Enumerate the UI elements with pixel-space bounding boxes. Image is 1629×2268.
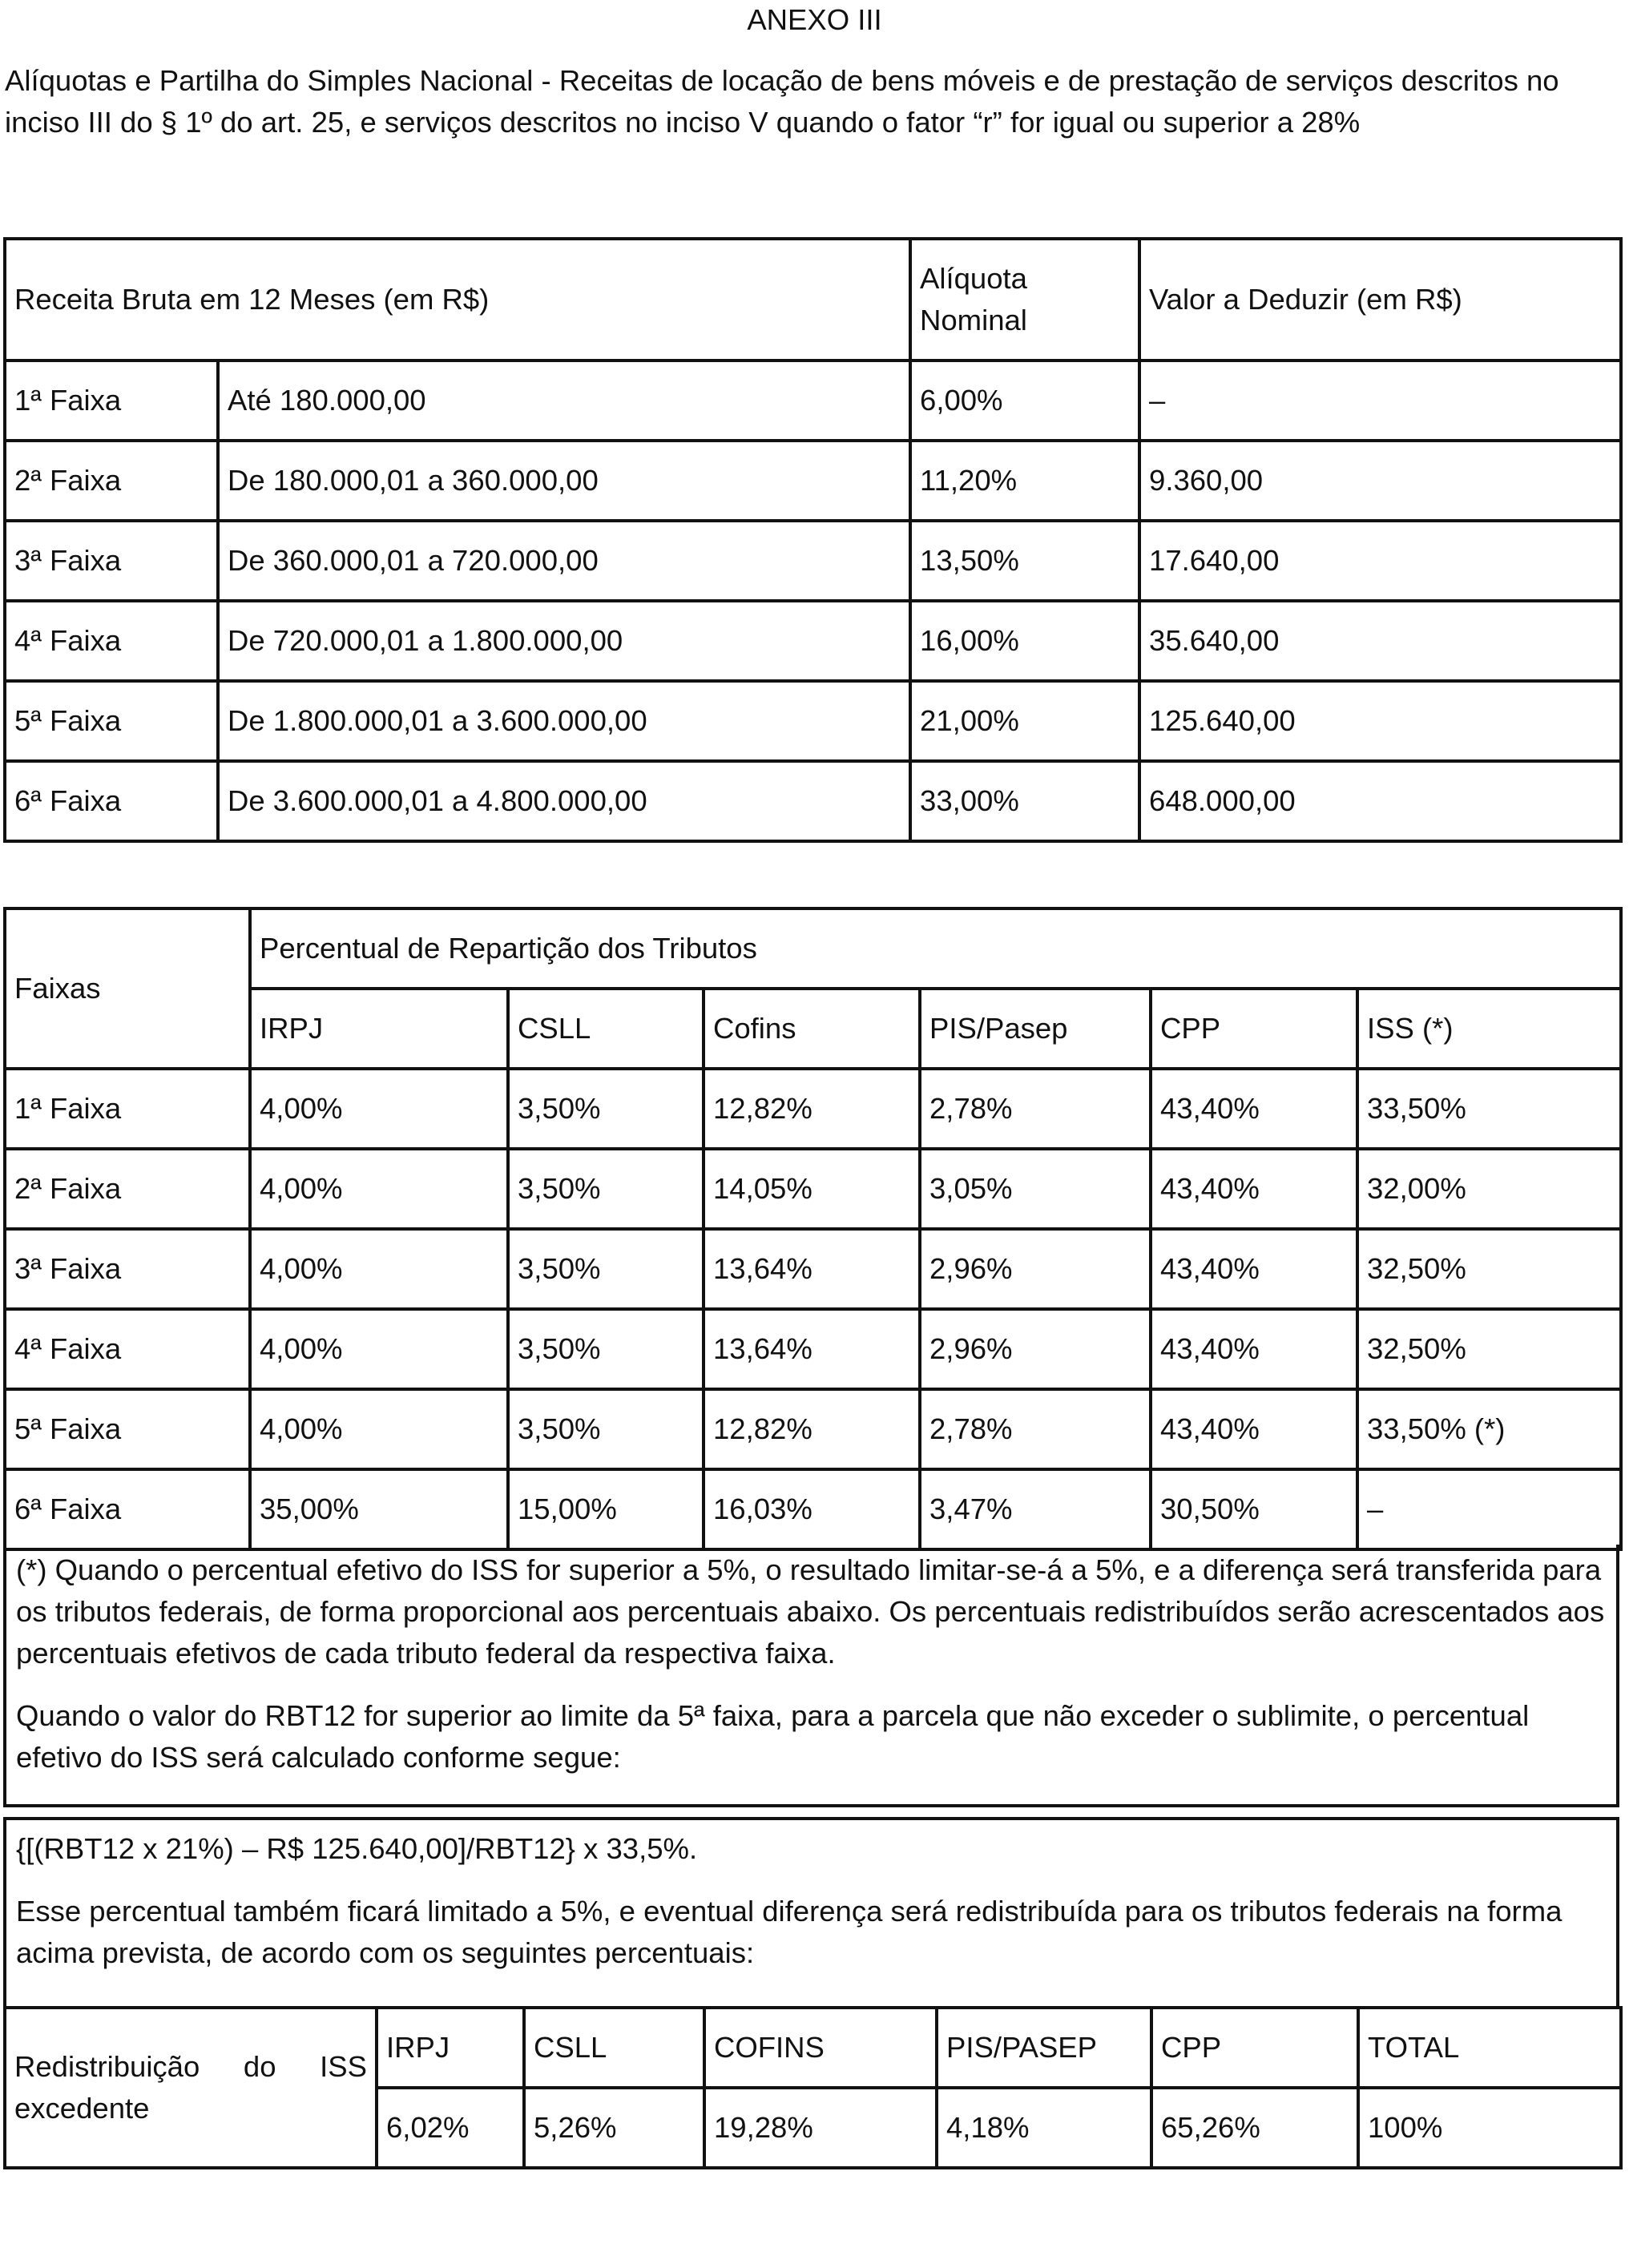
value-cell: 4,00% — [250, 1309, 508, 1389]
value-cell: 12,82% — [704, 1389, 920, 1469]
value-cell: 2,96% — [920, 1229, 1151, 1309]
aliquota-cell: 13,50% — [910, 521, 1139, 601]
column-header: CSLL — [524, 2008, 704, 2088]
column-header: IRPJ — [250, 989, 508, 1069]
value-cell: 3,47% — [920, 1469, 1151, 1549]
distribution-group-label: Percentual de Repartição dos Tributos — [250, 908, 1621, 989]
column-header: Cofins — [704, 989, 920, 1069]
rates-table — [3, 237, 1623, 843]
value-cell: 3,50% — [508, 1309, 704, 1389]
column-header: TOTAL — [1358, 2008, 1621, 2088]
value-cell: 2,78% — [920, 1069, 1151, 1149]
value-cell: 32,00% — [1357, 1149, 1621, 1229]
column-header: COFINS — [704, 2008, 937, 2088]
value-cell: 5,26% — [524, 2088, 704, 2168]
value-cell: 4,00% — [250, 1229, 508, 1309]
value-cell: 43,40% — [1151, 1389, 1357, 1469]
faixa-cell: 3ª Faixa — [5, 1229, 250, 1309]
faixas-label: Faixas — [5, 908, 250, 1069]
deduzir-cell: 35.640,00 — [1139, 601, 1621, 681]
table-row — [5, 1069, 1621, 1149]
rates-table-header — [5, 239, 1621, 361]
value-cell: 19,28% — [704, 2088, 937, 2168]
value-cell: 3,05% — [920, 1149, 1151, 1229]
table-row — [5, 1309, 1621, 1389]
value-cell: 100% — [1358, 2088, 1621, 2168]
value-cell: 15,00% — [508, 1469, 704, 1549]
limit-note: Esse percentual também ficará limitado a 5%, e eventual diferença será redistribuída para os tributos federais na forma acima prevista, de acordo com os seguintes percentuais: — [16, 1895, 1562, 1969]
value-cell: 3,50% — [508, 1149, 704, 1229]
value-cell: 43,40% — [1151, 1149, 1357, 1229]
faixa-cell: 6ª Faixa — [5, 761, 218, 841]
value-cell: 65,26% — [1151, 2088, 1358, 2168]
formula-box — [3, 1817, 1619, 2009]
label-word: ISS — [320, 2050, 367, 2083]
faixa-cell: 6ª Faixa — [5, 1469, 250, 1549]
redistribution-table — [3, 2006, 1623, 2169]
value-cell: 13,64% — [704, 1229, 920, 1309]
redistribution-label-line2: excedente — [14, 2092, 150, 2125]
value-cell: 14,05% — [704, 1149, 920, 1229]
range-cell: De 720.000,01 a 1.800.000,00 — [218, 601, 910, 681]
value-cell: 43,40% — [1151, 1309, 1357, 1389]
range-cell: Até 180.000,00 — [218, 361, 910, 441]
value-cell: 12,82% — [704, 1069, 920, 1149]
header-receita: Receita Bruta em 12 Meses (em R$) — [5, 239, 910, 361]
value-cell: – — [1357, 1469, 1621, 1549]
value-cell: 35,00% — [250, 1469, 508, 1549]
table-row — [5, 1389, 1621, 1469]
annex-description: Alíquotas e Partilha do Simples Nacional - Receitas de locação de bens móveis e de prestação de serviços descritos no inciso III do § 1º do art. 25, e serviços descritos no inciso V quando o fator “r” for igual ou superior a 28% — [5, 64, 1559, 139]
faixa-cell: 4ª Faixa — [5, 601, 218, 681]
column-header: CPP — [1151, 2008, 1358, 2088]
distribution-table — [3, 907, 1623, 1551]
table-row — [5, 521, 1621, 601]
faixa-cell: 1ª Faixa — [5, 1069, 250, 1149]
value-cell: 32,50% — [1357, 1229, 1621, 1309]
table-row — [5, 761, 1621, 841]
header-aliquota-line2: Nominal — [920, 304, 1027, 336]
table-row — [5, 681, 1621, 761]
iss-note: (*) Quando o percentual efetivo do ISS for superior a 5%, o resultado limitar-se-á a 5%, e a diferença será transferida para os tributos federais, de forma proporcional aos percentuais abaixo. Os percentuais redistribuídos serão acrescentados aos percentuais efetivos de cada tributo federal da respectiva faixa. — [16, 1553, 1605, 1670]
column-header: CPP — [1151, 989, 1357, 1069]
table-row — [5, 361, 1621, 441]
value-cell: 4,00% — [250, 1069, 508, 1149]
value-cell: 2,96% — [920, 1309, 1151, 1389]
value-cell: 33,50% (*) — [1357, 1389, 1621, 1469]
deduzir-cell: 9.360,00 — [1139, 441, 1621, 521]
deduzir-cell: 17.640,00 — [1139, 521, 1621, 601]
value-cell: 43,40% — [1151, 1069, 1357, 1149]
rbt12-note: Quando o valor do RBT12 for superior ao limite da 5ª faixa, para a parcela que não exceder o sublimite, o percentual efetivo do ISS será calculado conforme segue: — [16, 1699, 1530, 1774]
annex-title: ANEXO III — [747, 3, 882, 36]
deduzir-cell: 648.000,00 — [1139, 761, 1621, 841]
aliquota-cell: 6,00% — [910, 361, 1139, 441]
table-row — [5, 1149, 1621, 1229]
value-cell: 4,18% — [937, 2088, 1151, 2168]
value-cell: 6,02% — [377, 2088, 524, 2168]
table-row — [5, 1469, 1621, 1549]
column-header: CSLL — [508, 989, 704, 1069]
value-cell: 4,00% — [250, 1149, 508, 1229]
value-cell: 2,78% — [920, 1389, 1151, 1469]
value-cell: 43,40% — [1151, 1229, 1357, 1309]
value-cell: 3,50% — [508, 1229, 704, 1309]
range-cell: De 3.600.000,01 a 4.800.000,00 — [218, 761, 910, 841]
value-cell: 30,50% — [1151, 1469, 1357, 1549]
value-cell: 33,50% — [1357, 1069, 1621, 1149]
value-cell: 32,50% — [1357, 1309, 1621, 1389]
header-aliquota-line1: Alíquota — [920, 262, 1027, 295]
iss-formula: {[(RBT12 x 21%) – R$ 125.640,00]/RBT12} x 33,5%. — [16, 1832, 698, 1865]
faixa-cell: 1ª Faixa — [5, 361, 218, 441]
aliquota-cell: 21,00% — [910, 681, 1139, 761]
aliquota-cell: 16,00% — [910, 601, 1139, 681]
aliquota-cell: 11,20% — [910, 441, 1139, 521]
faixa-cell: 2ª Faixa — [5, 1149, 250, 1229]
redistribution-label-line1 — [14, 2046, 367, 2088]
distribution-header-group — [5, 908, 1621, 989]
table-row — [5, 601, 1621, 681]
value-cell: 4,00% — [250, 1389, 508, 1469]
column-header: PIS/PASEP — [937, 2008, 1151, 2088]
range-cell: De 360.000,01 a 720.000,00 — [218, 521, 910, 601]
value-cell: 16,03% — [704, 1469, 920, 1549]
range-cell: De 1.800.000,01 a 3.600.000,00 — [218, 681, 910, 761]
faixa-cell: 2ª Faixa — [5, 441, 218, 521]
table-row — [5, 1229, 1621, 1309]
value-cell: 13,64% — [704, 1309, 920, 1389]
column-header: ISS (*) — [1357, 989, 1621, 1069]
header-aliquota — [910, 239, 1139, 361]
value-cell: 3,50% — [508, 1069, 704, 1149]
deduzir-cell: – — [1139, 361, 1621, 441]
deduzir-cell: 125.640,00 — [1139, 681, 1621, 761]
notes-box — [3, 1545, 1619, 1807]
redistribution-label — [5, 2008, 377, 2168]
label-word: do — [243, 2050, 276, 2083]
label-word: Redistribuição — [14, 2050, 200, 2083]
aliquota-cell: 33,00% — [910, 761, 1139, 841]
faixa-cell: 4ª Faixa — [5, 1309, 250, 1389]
redistribution-header — [5, 2008, 1621, 2088]
table-row — [5, 441, 1621, 521]
range-cell: De 180.000,01 a 360.000,00 — [218, 441, 910, 521]
faixa-cell: 5ª Faixa — [5, 681, 218, 761]
header-deduzir: Valor a Deduzir (em R$) — [1139, 239, 1621, 361]
faixa-cell: 5ª Faixa — [5, 1389, 250, 1469]
column-header: IRPJ — [377, 2008, 524, 2088]
column-header: PIS/Pasep — [920, 989, 1151, 1069]
faixa-cell: 3ª Faixa — [5, 521, 218, 601]
value-cell: 3,50% — [508, 1389, 704, 1469]
